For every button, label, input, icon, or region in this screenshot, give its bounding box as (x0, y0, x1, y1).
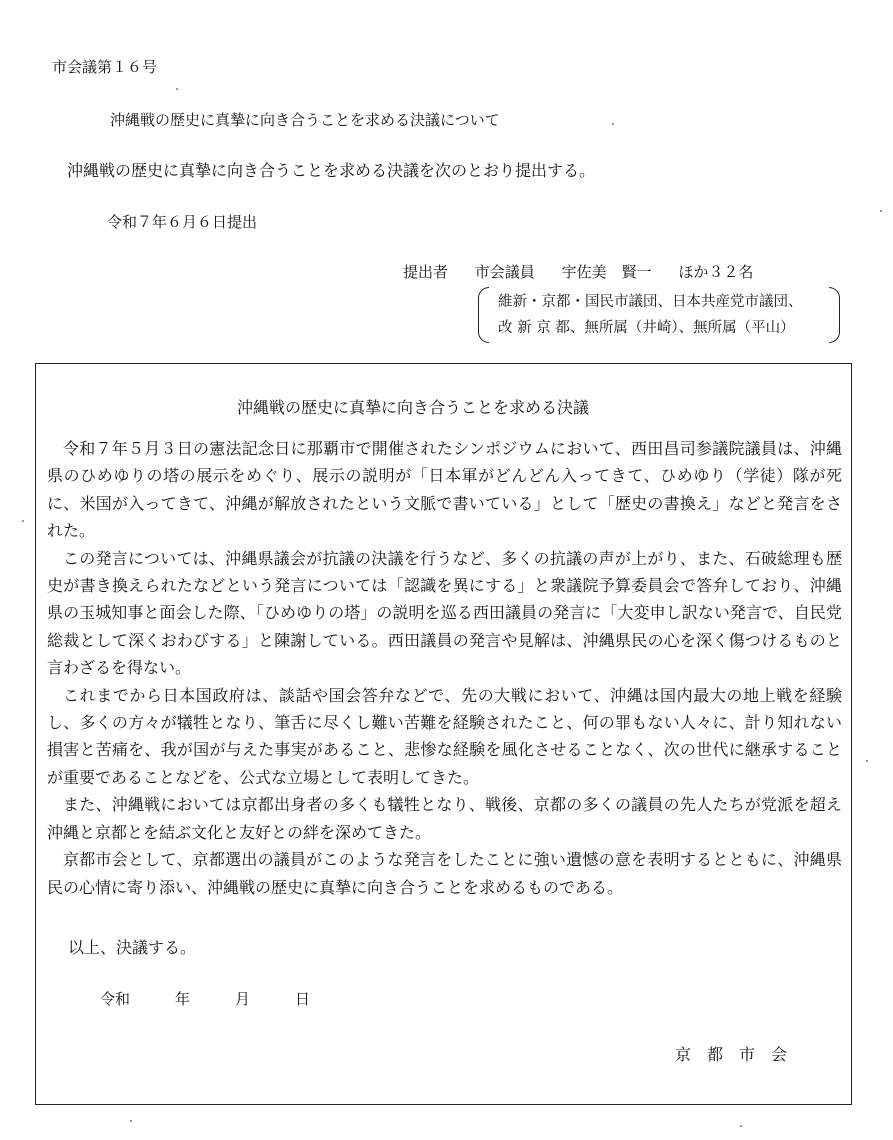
submitter-label: 提出者 (403, 263, 449, 281)
scan-speck (740, 1125, 742, 1127)
scan-speck (176, 88, 178, 90)
submission-statement: 沖縄戦の歴史に真摯に向き合うことを求める決議を次のとおり提出する。 (67, 161, 596, 180)
resolution-paragraph: また、沖縄戦においては京都出身者の多くも犠牲となり、戦後、京都の多くの議員の先人たちが党派を超え沖縄と京都とを結ぶ文化と友好との絆を深めてきた。 (47, 795, 842, 842)
affiliation-block (478, 287, 840, 343)
resolution-body (47, 435, 842, 901)
resolution-paragraph: 令和７年５月３日の憲法記念日に那覇市で開催されたシンポジウムにおいて、西田昌司参議院議員は、沖縄県のひめゆりの塔の展示をめぐり、展示の説明が「日本軍がどんどん入ってきて、ひめゆり（学徒）隊が死に、米国が入ってきて、沖縄が解放されたという文脈で書いている」として「歴史の書換え」などと発言をされた。 (47, 439, 842, 541)
submitter-line (403, 261, 775, 282)
scan-speck (866, 760, 868, 762)
scan-speck (130, 1120, 132, 1122)
date-year: 年 (175, 990, 191, 1008)
issuer: 京都市会 (675, 1045, 804, 1064)
conclusion: 以上、決議する。 (68, 938, 197, 957)
resolution-paragraph: この発言については、沖縄県議会が抗議の決議を行うなど、多くの抗議の声が上がり、また、石破総理も歴史が書き換えられたなどという発言については「認識を異にする」と衆議院予算委員会で答弁しており、沖縄県の玉城知事と面会した際、「ひめゆりの塔」の説明を巡る西田議員の発言に「大変申し訳ない発言で、自民党総裁として深くおわびする」と陳謝している。西田議員の発言や見解は、沖縄県民の心を深く傷つけるものと言わざるを得ない。 (47, 548, 842, 678)
resolution-date (100, 988, 310, 1009)
right-bracket (829, 287, 840, 343)
date-day: 日 (295, 990, 311, 1008)
resolution-paragraph: これまでから日本国政府は、談話や国会答弁などで、先の大戦において、沖縄は国内最大の地上戦を経験し、多くの方々が犠牲となり、筆舌に尽くし難い苦難を経験されたこと、何の罪もない人々に、計り知れない損害と苦痛を、我が国が与えた事実があること、悲惨な経験を風化させることなく、次の世代に継承することが重要であることなどを、公式な立場として表明してきた。 (47, 685, 842, 787)
affiliation-line-2: 改 新 京 都、無所属（井崎）、無所属（平山） (498, 320, 795, 336)
resolution-title: 沖縄戦の歴史に真摯に向き合うことを求める決議 (237, 398, 590, 417)
document-number: 市会議第１６号 (52, 58, 158, 76)
cover-title: 沖縄戦の歴史に真摯に向き合うことを求める決議について (110, 111, 500, 129)
scan-speck (612, 123, 614, 125)
resolution-paragraph: 京都市会として、京都選出の議員がこのような発言をしたことに強い遺憾の意を表明するとともに、沖縄県民の心情に寄り添い、沖縄戦の歴史に真摯に向き合うことを求めるものである。 (47, 850, 842, 897)
scan-speck (22, 520, 24, 522)
affiliation-line-1: 維新・京都・国民市議団、日本共産党市議団、 (498, 294, 803, 310)
scan-speck (880, 210, 882, 212)
submitter-name: 宇佐美 賢一 (561, 263, 652, 281)
date-month: 月 (235, 990, 251, 1008)
date-era: 令和 (100, 990, 131, 1008)
submitter-role: 市会議員 (474, 263, 535, 281)
submission-date: 令和７年６月６日提出 (107, 213, 258, 231)
submitter-others: ほか３２名 (678, 263, 754, 281)
left-bracket (478, 287, 489, 343)
